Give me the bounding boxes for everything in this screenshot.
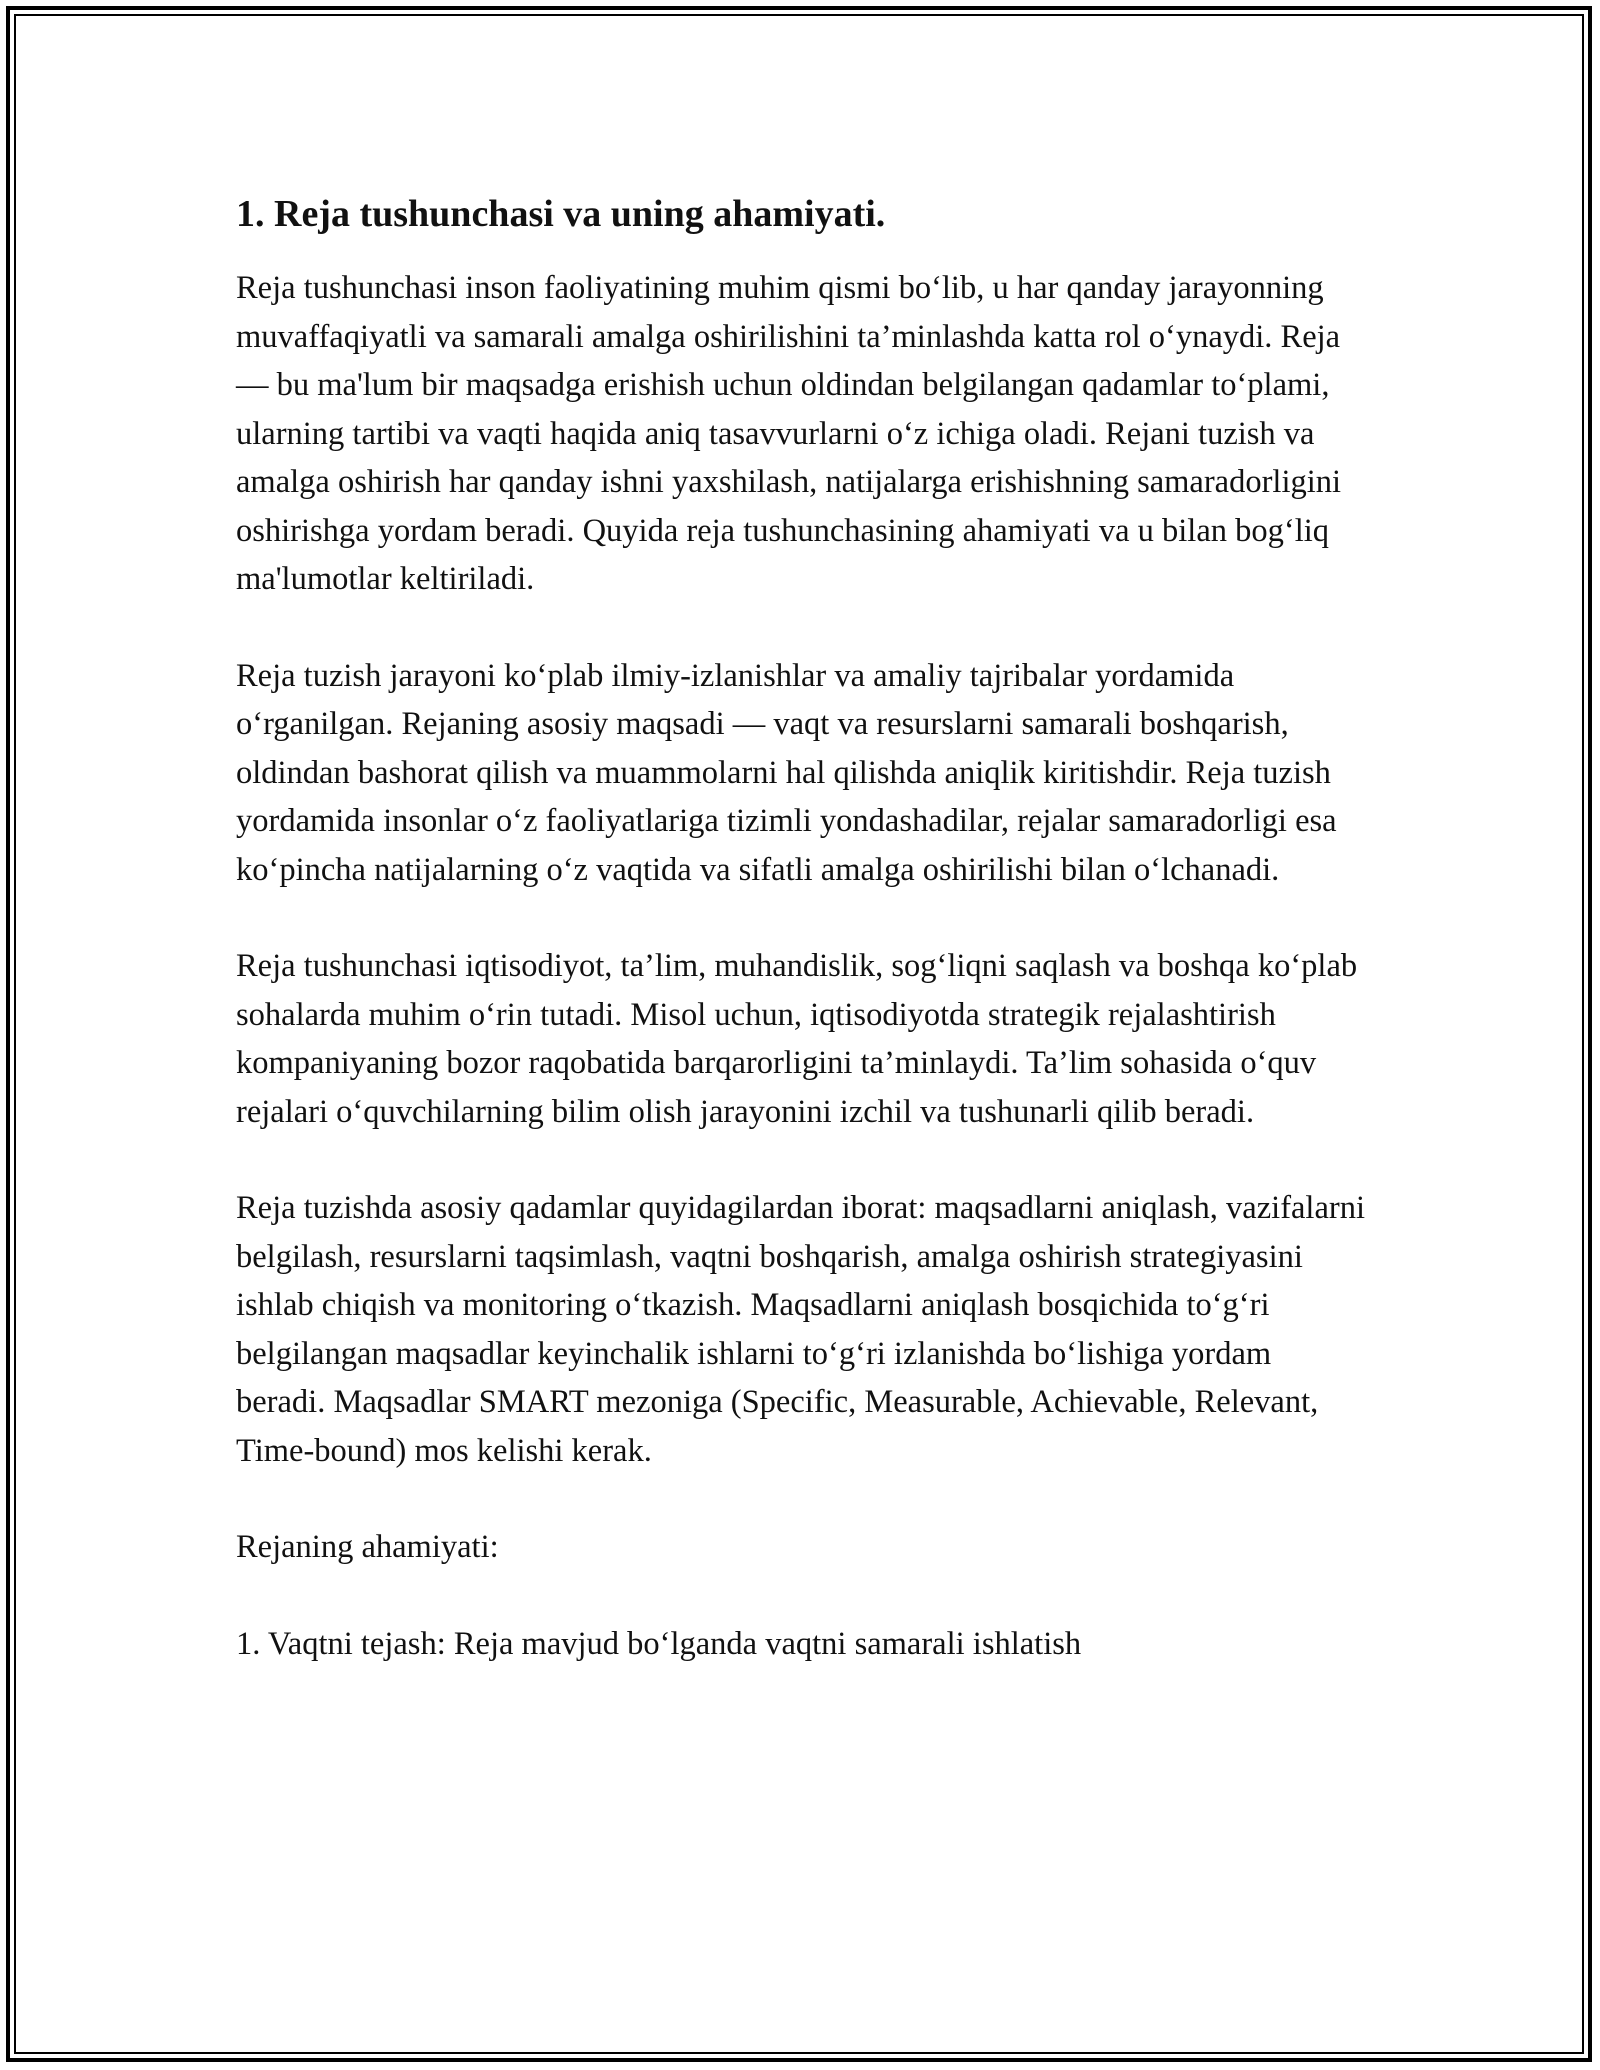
paragraph-intro: Reja tushunchasi inson faoliyatining muhim qismi bo‘lib, u har qanday jarayonning muvaffaqiyatli va samarali amalga oshirilishini ta’minlashda katta rol o‘ynaydi. Reja — bu ma'lum bir maqsadga erishish uchun oldindan belgilangan qadamlar to‘plami, ularning tartibi va vaqti haqida aniq tasavvurlarni o‘z ichiga oladi. Rejani tuzish va amalga oshirish har qanday ishni yaxshilash, natijalarga erishishning samaradorligini oshirishga yordam beradi. Quyida reja tushunchasining ahamiyati va u bilan bog‘liq ma'lumotlar keltiriladi.	[236, 270, 1342, 597]
paragraph-list-item-1: 1. Vaqtni tejash: Reja mavjud bo‘lganda vaqtni samarali ishlatish	[236, 1625, 1082, 1662]
section-heading: 1. Reja tushunchasi va uning ahamiyati.	[236, 193, 886, 235]
paragraph-importance-label: Rejaning ahamiyati:	[236, 1529, 499, 1565]
document-body	[236, 180, 1366, 1716]
paragraph-fields: Reja tushunchasi iqtisodiyot, ta’lim, muhandislik, sog‘liqni saqlash va boshqa ko‘plab sohalarda muhim o‘rin tutadi. Misol uchun, iqtisodiyotda strategik rejalashtirish kompaniyaning bozor raqobatida barqarorligini ta’minlaydi. Ta’lim sohasida o‘quv rejalari o‘quvchilarning bilim olish jarayonini izchil va tushunarli qilib beradi.	[236, 948, 1358, 1130]
paragraph-planning-process: Reja tuzish jarayoni ko‘plab ilmiy-izlanishlar va amaliy tajribalar yordamida o‘rganilgan. Rejaning asosiy maqsadi — vaqt va resurslarni samarali boshqarish, oldindan bashorat qilish va muammolarni hal qilishda aniqlik kiritishdir. Reja tuzish yordamida insonlar o‘z faoliyatlariga tizimli yondashadilar, rejalar samaradorligi esa ko‘pincha natijalarning o‘z vaqtida va sifatli amalga oshirilishi bilan o‘lchanadi.	[236, 657, 1337, 888]
paragraph-steps: Reja tuzishda asosiy qadamlar quyidagilardan iborat: maqsadlarni aniqlash, vazifalarni belgilash, resurslarni taqsimlash, vaqtni boshqarish, amalga oshirish strategiyasini ishlab chiqish va monitoring o‘tkazish. Maqsadlarni aniqlash bosqichida to‘g‘ri belgilangan maqsadlar keyinchalik ishlarni to‘g‘ri izlanishda bo‘lishiga yordam beradi. Maqsadlar SMART mezoniga (Specific, Measurable, Achievable, Relevant, Time-bound) mos kelishi kerak.	[236, 1190, 1365, 1469]
